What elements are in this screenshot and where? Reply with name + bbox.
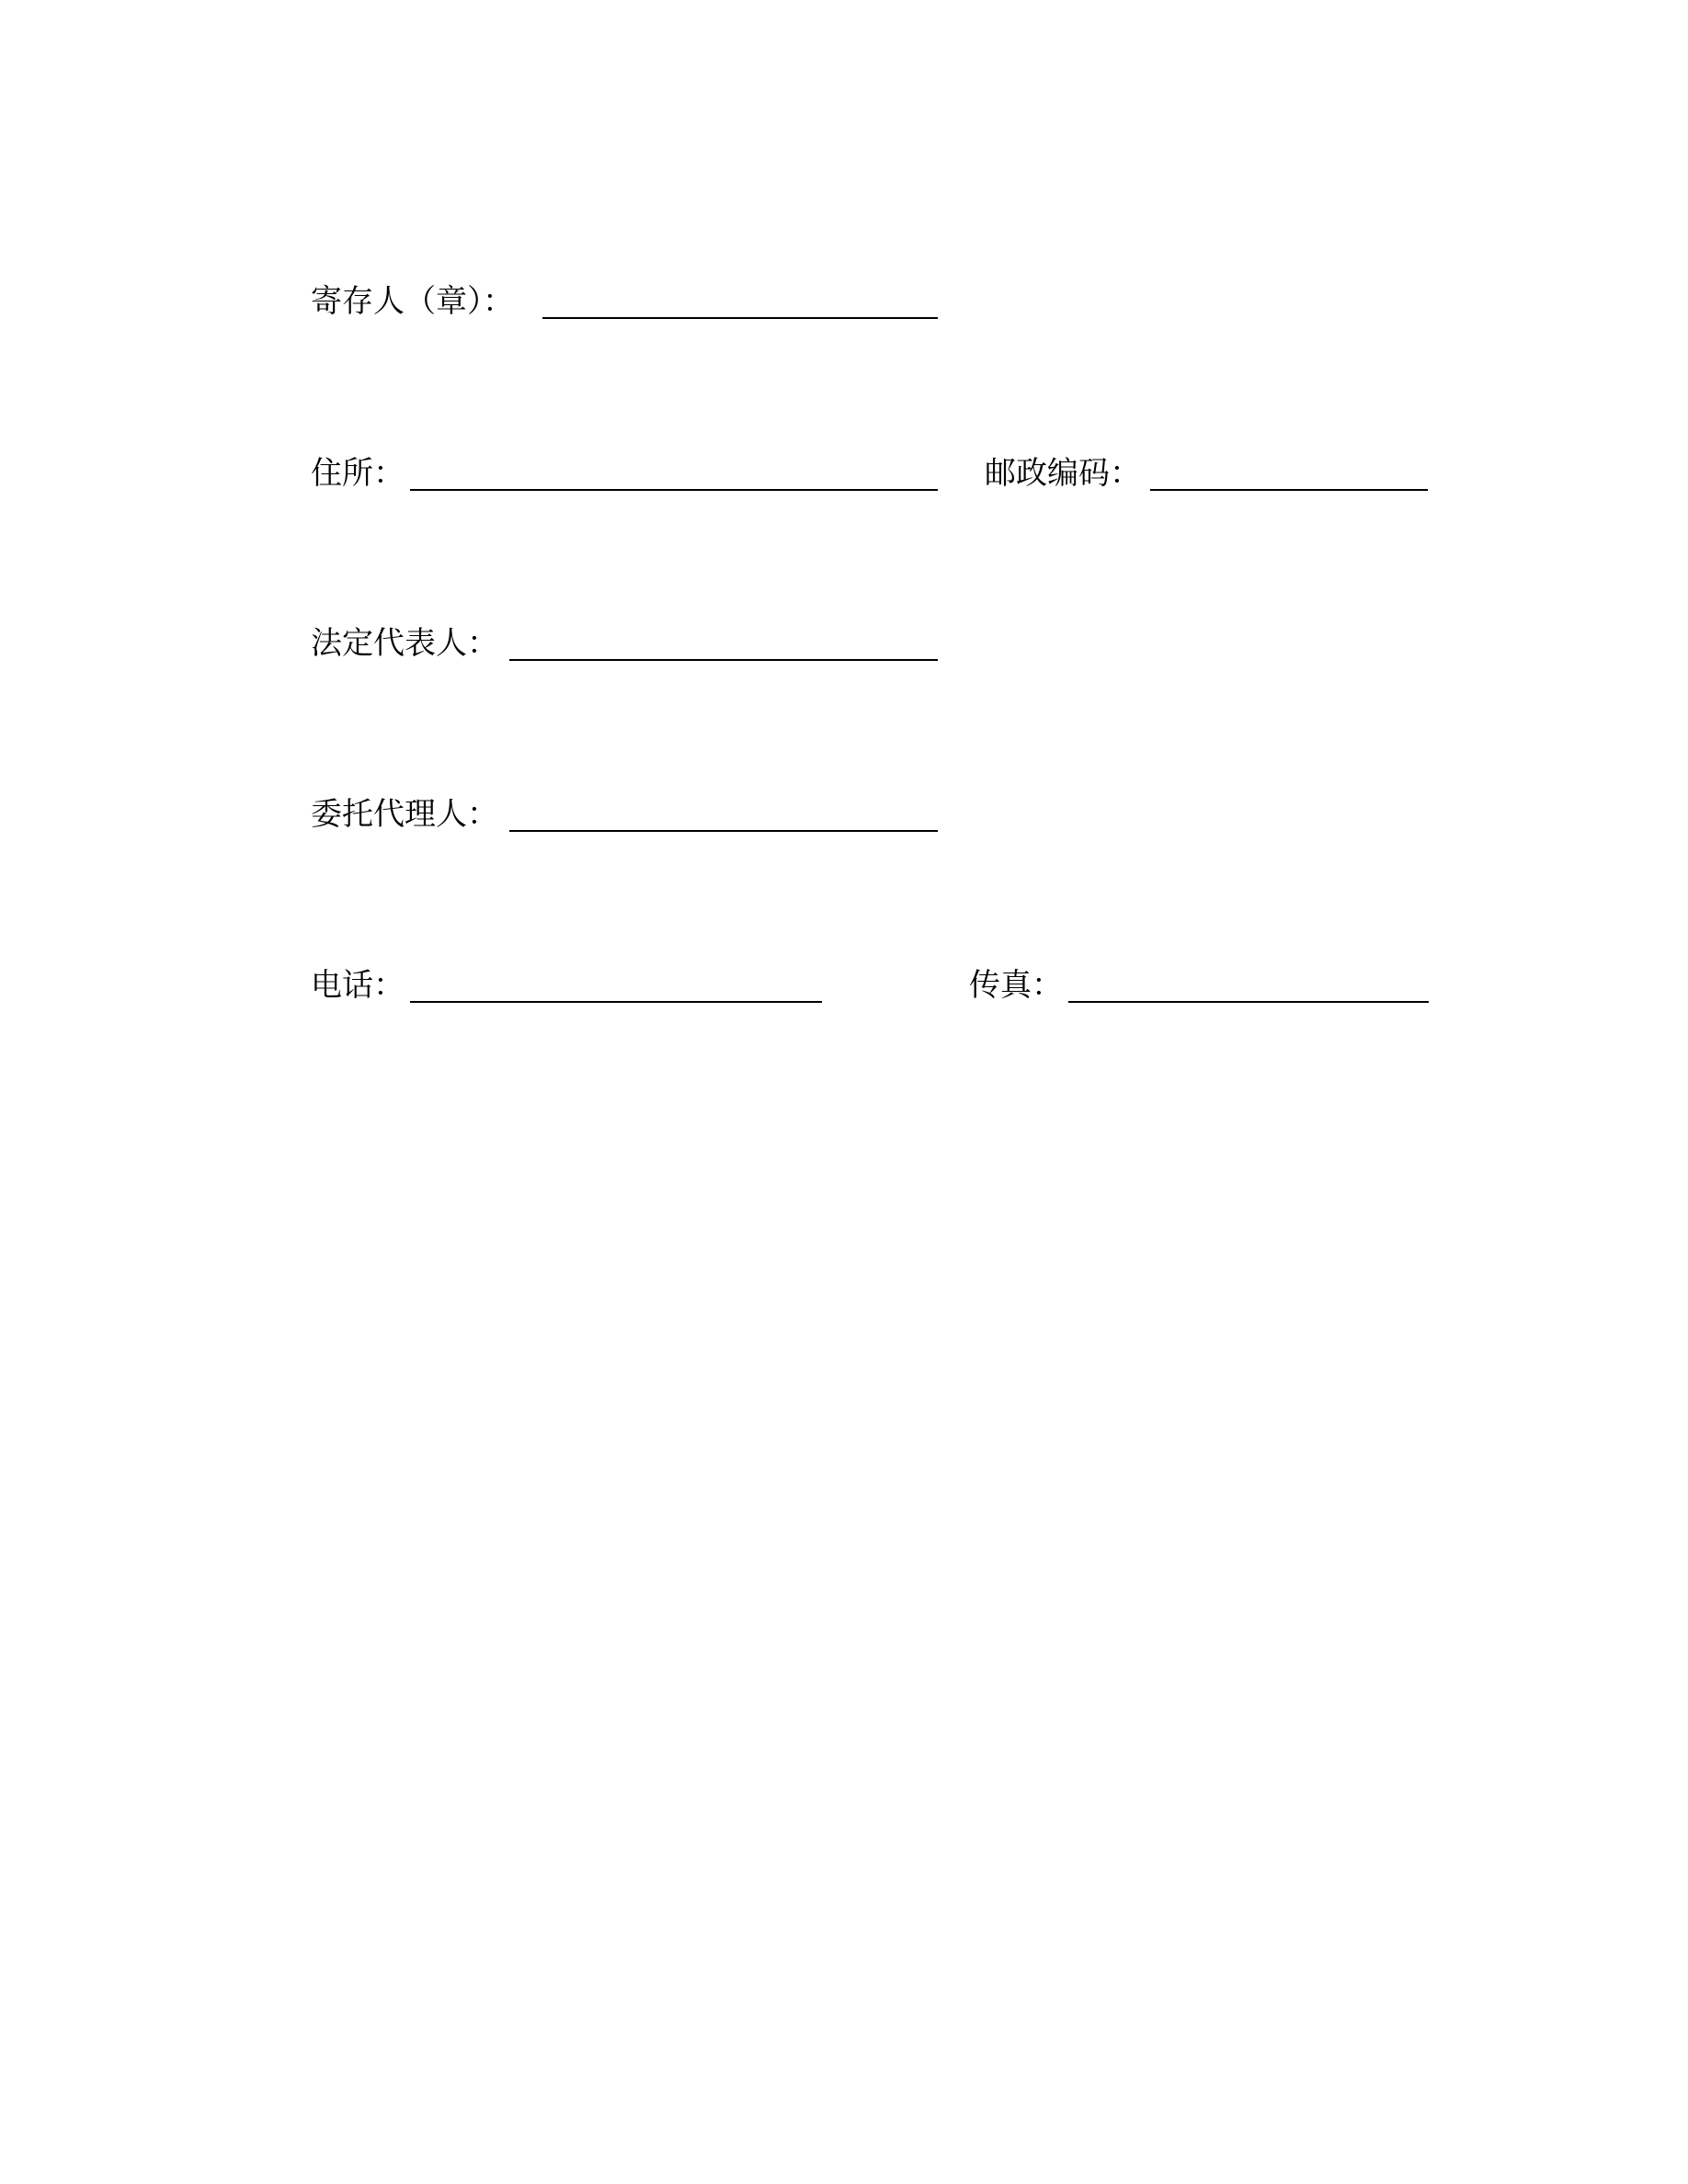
agent-blank-line[interactable] bbox=[509, 830, 938, 832]
fax-blank-line[interactable] bbox=[1068, 1001, 1429, 1003]
legal-representative-field bbox=[311, 625, 945, 667]
address-field bbox=[311, 455, 945, 497]
address-label: 住所： bbox=[311, 455, 405, 492]
postal-code-field bbox=[985, 455, 1435, 497]
fax-field bbox=[969, 967, 1438, 1009]
postal-code-blank-line[interactable] bbox=[1150, 489, 1428, 491]
agent-field bbox=[311, 796, 945, 838]
legal-representative-blank-line[interactable] bbox=[509, 659, 938, 661]
phone-label: 电话： bbox=[311, 967, 405, 1004]
depositor-label: 寄存人（章）： bbox=[311, 283, 514, 320]
phone-blank-line[interactable] bbox=[410, 1001, 822, 1003]
postal-code-label: 邮政编码： bbox=[985, 455, 1141, 492]
address-blank-line[interactable] bbox=[410, 489, 938, 491]
depositor-blank-line[interactable] bbox=[542, 317, 938, 319]
depositor-field bbox=[311, 283, 945, 325]
fax-label: 传真： bbox=[969, 967, 1063, 1004]
phone-field bbox=[311, 967, 826, 1009]
legal-representative-label: 法定代表人： bbox=[311, 625, 498, 662]
agent-label: 委托代理人： bbox=[311, 796, 498, 833]
